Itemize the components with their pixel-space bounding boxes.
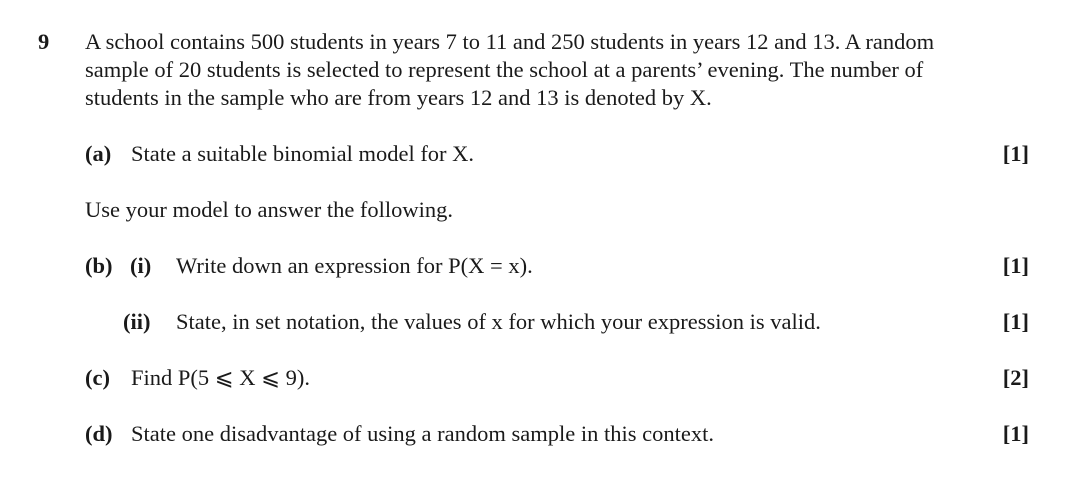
part-d — [0, 420, 1091, 448]
stem-line-1: A school contains 500 students in years 7 to 11 and 250 students in years 12 and 13. A random — [85, 29, 935, 54]
part-c-marks: [2] — [1002, 365, 1029, 390]
part-a — [0, 140, 1091, 168]
part-c-label: (c) — [85, 365, 110, 390]
instruction-row — [0, 196, 1091, 224]
stem-line-2: sample of 20 students is selected to represent the school at a parents’ evening. The number of — [85, 57, 924, 82]
part-b-ii-text: State, in set notation, the values of x for which your expression is valid. — [176, 309, 821, 334]
part-a-label: (a) — [85, 141, 112, 166]
part-d-marks: [1] — [1002, 421, 1029, 446]
part-b-i-text: Write down an expression for P(X = x). — [176, 253, 533, 278]
question-number: 9 — [38, 29, 50, 54]
part-c-text: Find P(5 ⩽ X ⩽ 9). — [131, 365, 310, 390]
part-b-i — [0, 252, 1091, 280]
part-b-ii — [0, 308, 1091, 336]
instruction-text: Use your model to answer the following. — [85, 197, 454, 222]
part-a-text: State a suitable binomial model for X. — [131, 141, 475, 166]
part-b-i-marks: [1] — [1002, 253, 1029, 278]
part-b-label: (b) — [85, 253, 113, 278]
part-d-label: (d) — [85, 421, 113, 446]
part-a-marks: [1] — [1002, 141, 1029, 166]
question-stem — [85, 28, 1045, 112]
part-b-ii-label: (ii) — [123, 309, 151, 334]
stem-line-3: students in the sample who are from years 12 and 13 is denoted by X. — [85, 85, 712, 110]
part-c — [0, 364, 1091, 392]
part-b-i-label: (i) — [130, 253, 152, 278]
part-b-ii-marks: [1] — [1002, 309, 1029, 334]
part-d-text: State one disadvantage of using a random sample in this context. — [131, 421, 714, 446]
